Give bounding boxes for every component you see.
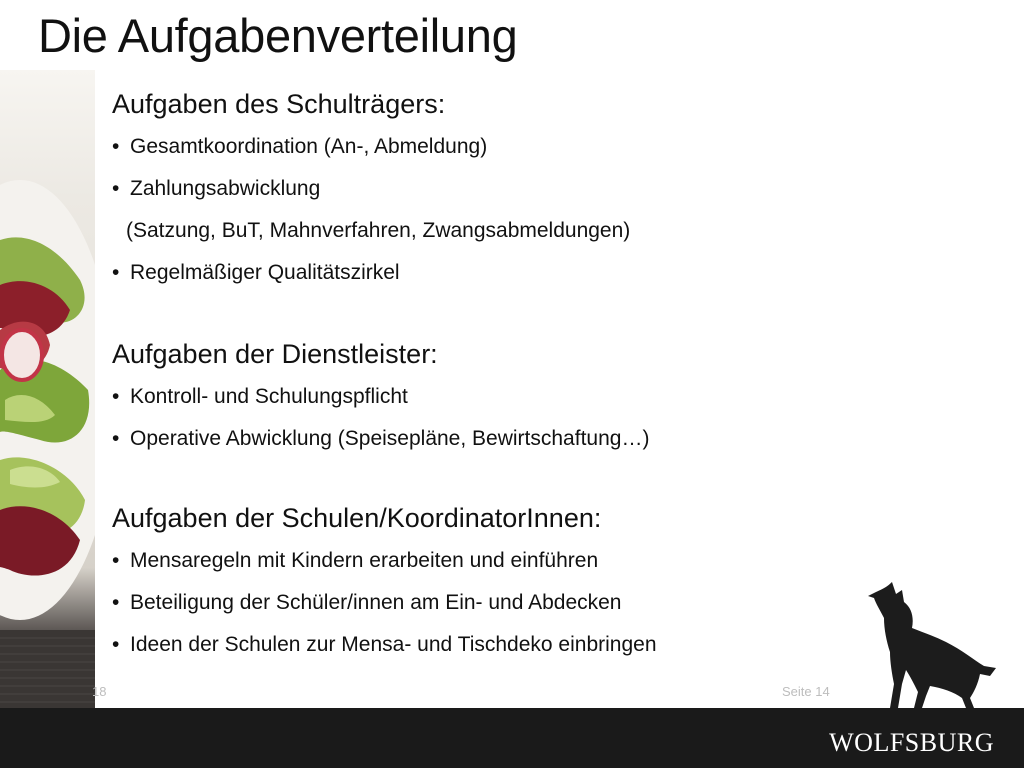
list-item: • Beteiligung der Schüler/innen am Ein- und Abdecken (112, 591, 622, 614)
page-title: Die Aufgabenverteilung (38, 9, 518, 62)
list-item: • Mensaregeln mit Kindern erarbeiten und einführen (112, 549, 599, 572)
content-body (112, 82, 872, 666)
page-number-right: Seite 14 (782, 684, 830, 699)
section-spacer (112, 460, 872, 496)
section-heading: Aufgaben der Dienstleister: (112, 339, 438, 369)
page-number-left: 18 (92, 684, 107, 699)
list-item: • Ideen der Schulen zur Mensa- und Tischdeko einbringen (112, 633, 657, 656)
list-item-continuation: (Satzung, BuT, Mahnverfahren, Zwangsabmeldungen) (126, 219, 631, 242)
section-schultraeger (112, 82, 872, 294)
section-heading: Aufgaben des Schulträgers: (112, 89, 446, 119)
list-item: • Regelmäßiger Qualitätszirkel (112, 261, 400, 284)
section-spacer (112, 294, 872, 332)
footer-bar (0, 708, 1024, 768)
section-dienstleister (112, 332, 872, 460)
list-item: • Gesamtkoordination (An-, Abmeldung) (112, 135, 488, 158)
brand-logo-text: WOLFSBURG (829, 728, 994, 757)
section-heading: Aufgaben der Schulen/KoordinatorInnen: (112, 503, 602, 533)
list-item: • Kontroll- und Schulungspflicht (112, 385, 408, 408)
salad-photo (0, 70, 95, 708)
section-schulen (112, 496, 872, 666)
list-item: • Zahlungsabwicklung (112, 177, 321, 200)
howling-wolf-icon (862, 580, 1002, 710)
list-item: • Operative Abwicklung (Speisepläne, Bewirtschaftung…) (112, 427, 650, 450)
